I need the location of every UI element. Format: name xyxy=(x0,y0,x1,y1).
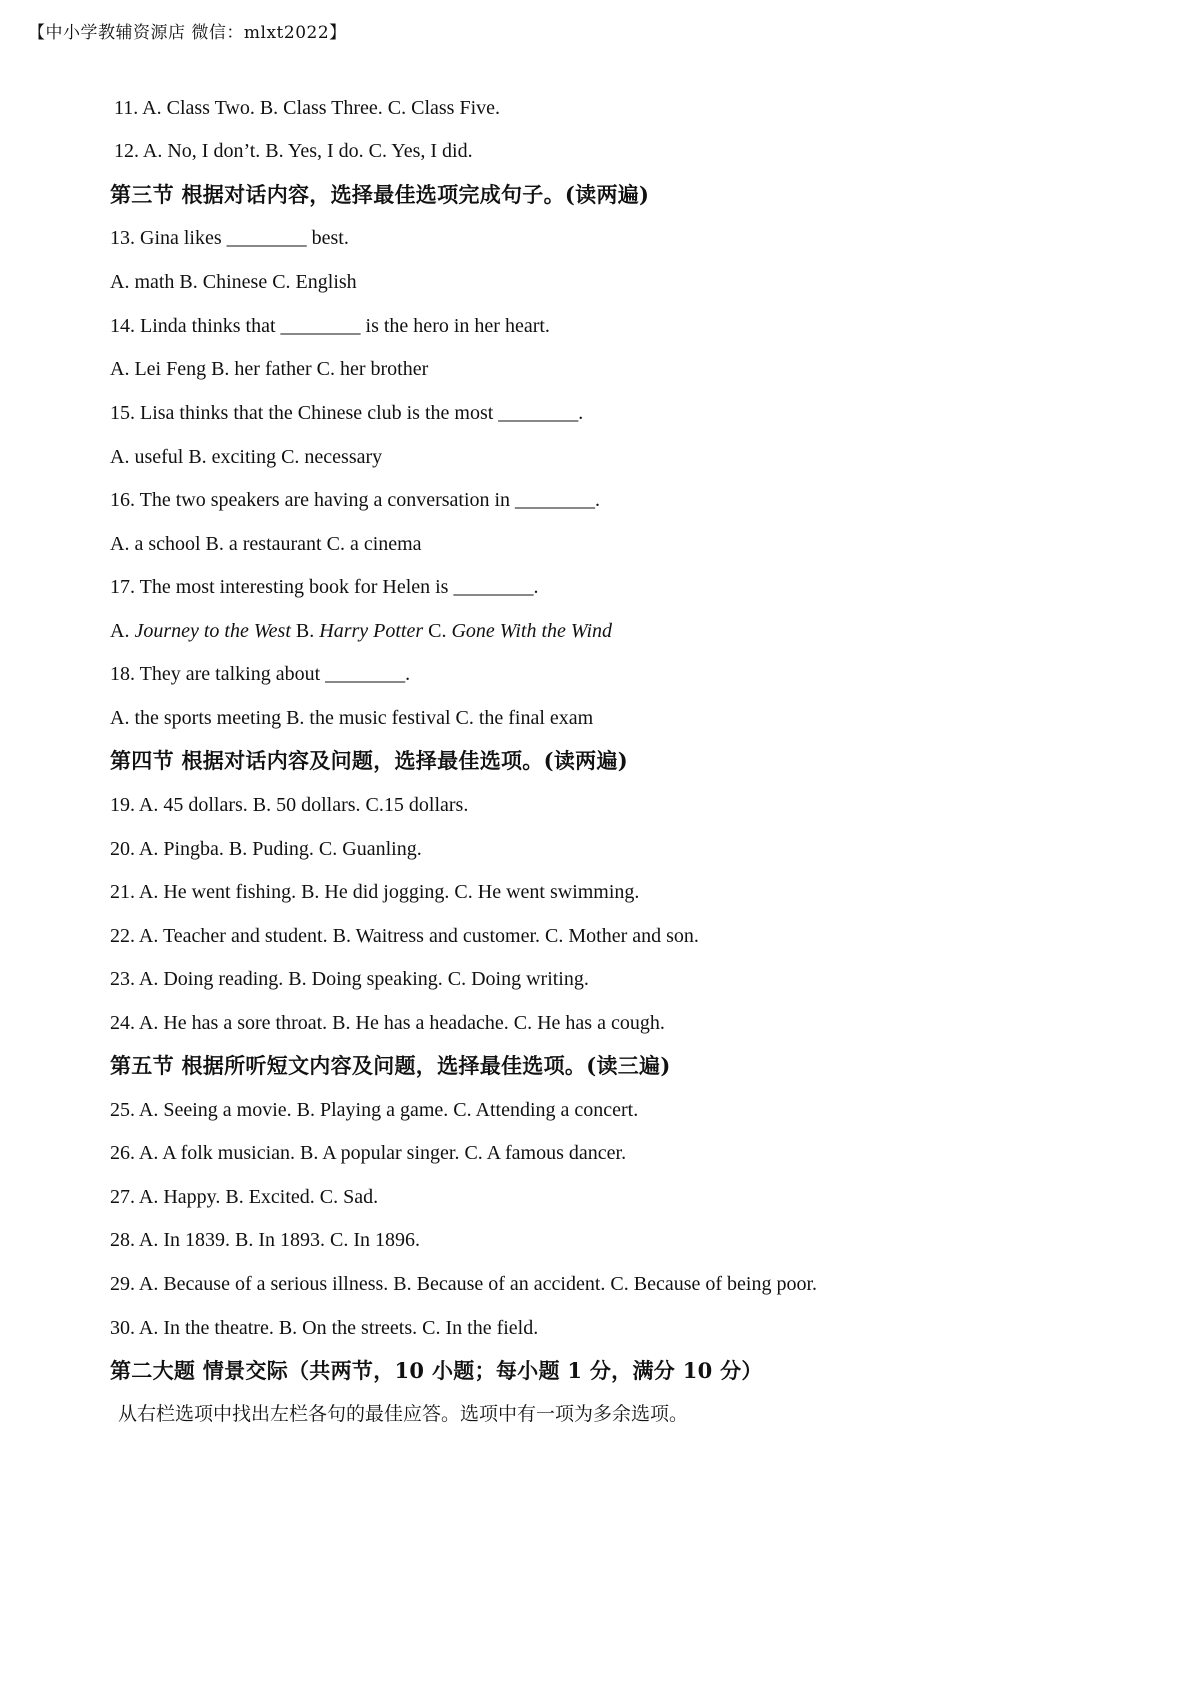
question-15-options: A. useful B. exciting C. necessary xyxy=(110,446,383,468)
question-21: 21. A. He went fishing. B. He did jogging. C. He went swimming. xyxy=(110,881,640,903)
question-23: 23. A. Doing reading. B. Doing speaking. C. Doing writing. xyxy=(110,968,589,990)
question-14-options: A. Lei Feng B. her father C. her brother xyxy=(110,358,429,380)
part-2-instructions: 从右栏选项中找出左栏各句的最佳应答。选项中有一项为多余选项。 xyxy=(118,1403,689,1425)
question-22: 22. A. Teacher and student. B. Waitress and customer. C. Mother and son. xyxy=(110,925,699,947)
option-a-label: A. xyxy=(110,620,135,642)
question-27: 27. A. Happy. B. Excited. C. Sad. xyxy=(110,1186,379,1208)
question-26: 26. A. A folk musician. B. A popular singer. C. A famous dancer. xyxy=(110,1142,627,1164)
question-30: 30. A. In the theatre. B. On the streets. C. In the field. xyxy=(110,1317,539,1339)
option-c-label: C. xyxy=(423,620,452,642)
question-14: 14. Linda thinks that ________ is the hero in her heart. xyxy=(110,315,550,337)
question-24: 24. A. He has a sore throat. B. He has a headache. C. He has a cough. xyxy=(110,1012,665,1034)
question-16: 16. The two speakers are having a conversation in ________. xyxy=(110,489,601,511)
question-28: 28. A. In 1839. B. In 1893. C. In 1896. xyxy=(110,1229,420,1251)
section-4-heading: 第四节 根据对话内容及问题，选择最佳选项。(读两遍) xyxy=(110,748,628,773)
question-25: 25. A. Seeing a movie. B. Playing a game. C. Attending a concert. xyxy=(110,1099,639,1121)
question-17: 17. The most interesting book for Helen is ________. xyxy=(110,576,539,598)
section-3-heading: 第三节 根据对话内容，选择最佳选项完成句子。(读两遍) xyxy=(110,182,650,207)
part-2-heading: 第二大题 情景交际（共两节，10 小题；每小题 1 分，满分 10 分） xyxy=(110,1358,763,1383)
page-header: 【中小学教辅资源店 微信：mlxt2022】 xyxy=(28,23,347,43)
question-18-options: A. the sports meeting B. the music festival C. the final exam xyxy=(110,707,594,729)
question-16-options: A. a school B. a restaurant C. a cinema xyxy=(110,533,422,555)
question-20: 20. A. Pingba. B. Puding. C. Guanling. xyxy=(110,838,422,860)
question-13-options: A. math B. Chinese C. English xyxy=(110,271,357,293)
option-c-title: Gone With the Wind xyxy=(451,620,613,642)
question-12: 12. A. No, I don’t. B. Yes, I do. C. Yes, I did. xyxy=(114,140,473,162)
question-17-options xyxy=(110,619,612,643)
question-18: 18. They are talking about ________. xyxy=(110,663,411,685)
section-5-heading: 第五节 根据所听短文内容及问题，选择最佳选项。(读三遍) xyxy=(110,1053,671,1078)
question-11: 11. A. Class Two. B. Class Three. C. Class Five. xyxy=(114,97,501,119)
option-a-title: Journey to the West xyxy=(134,620,291,642)
question-15: 15. Lisa thinks that the Chinese club is the most ________. xyxy=(110,402,584,424)
question-13: 13. Gina likes ________ best. xyxy=(110,227,349,249)
option-b-label: B. xyxy=(290,620,320,642)
question-29: 29. A. Because of a serious illness. B. Because of an accident. C. Because of being poor. xyxy=(110,1273,818,1295)
question-19: 19. A. 45 dollars. B. 50 dollars. C.15 dollars. xyxy=(110,794,469,816)
option-b-title: Harry Potter xyxy=(319,620,424,642)
